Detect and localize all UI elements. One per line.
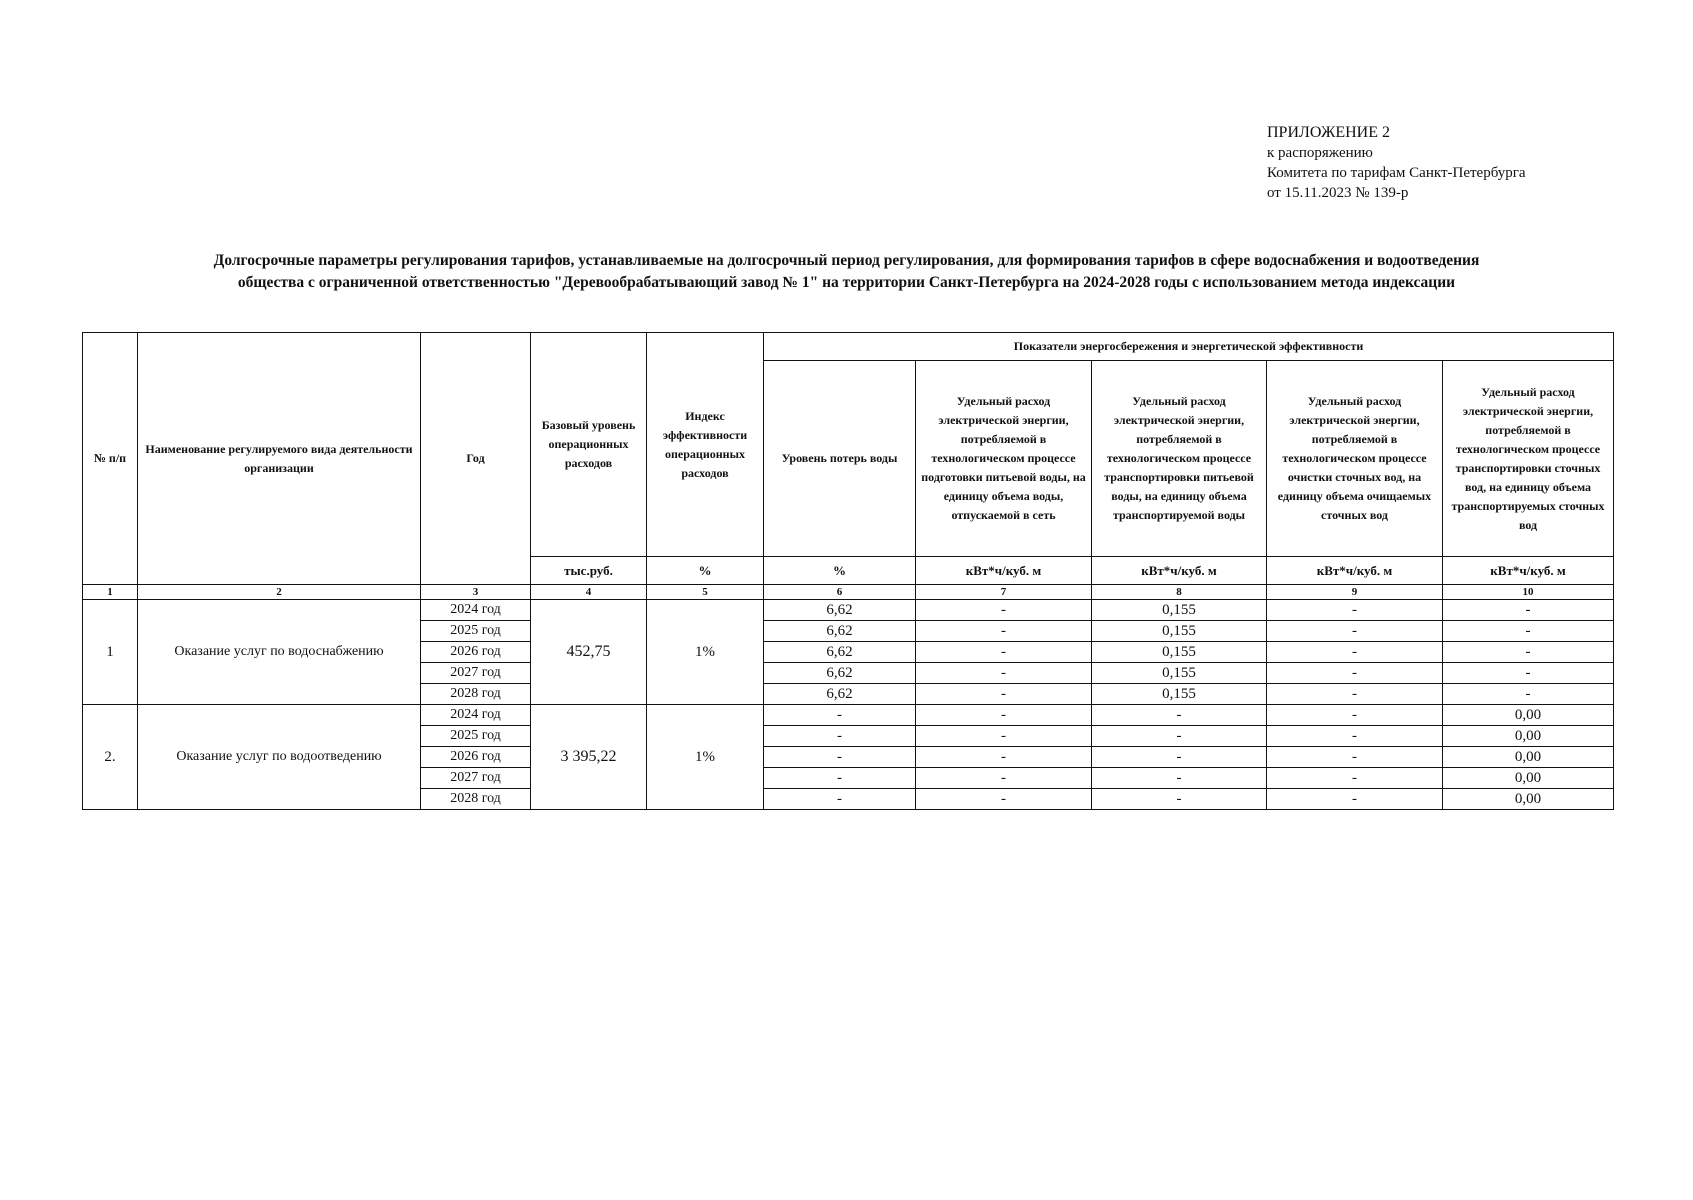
row-number: 2. bbox=[83, 705, 138, 810]
col7-value: - bbox=[916, 600, 1092, 621]
col-number: 10 bbox=[1443, 585, 1614, 600]
unit-index: % bbox=[647, 557, 764, 585]
base-level-value: 3 395,22 bbox=[531, 705, 647, 810]
col8-value: 0,155 bbox=[1092, 600, 1267, 621]
appendix-block bbox=[1267, 123, 1526, 203]
table-row bbox=[83, 600, 1614, 621]
col8-value: - bbox=[1092, 789, 1267, 810]
col8-value: - bbox=[1092, 705, 1267, 726]
losses-value: 6,62 bbox=[764, 684, 916, 705]
col9-value: - bbox=[1267, 663, 1443, 684]
col10-value: 0,00 bbox=[1443, 705, 1614, 726]
losses-value: - bbox=[764, 726, 916, 747]
table-row bbox=[83, 705, 1614, 726]
year-cell: 2025 год bbox=[421, 621, 531, 642]
efficiency-index-value: 1% bbox=[647, 705, 764, 810]
year-cell: 2028 год bbox=[421, 684, 531, 705]
header-efficiency-index: Индекс эффективности операционных расходов bbox=[647, 333, 764, 557]
col10-value: - bbox=[1443, 642, 1614, 663]
col-number: 1 bbox=[83, 585, 138, 600]
unit-base: тыс.руб. bbox=[531, 557, 647, 585]
header-col9: Удельный расход электрической энергии, потребляемой в технологическом процессе очистки сточных вод, на единицу объема очищаемых сточных вод bbox=[1267, 361, 1443, 557]
col8-value: 0,155 bbox=[1092, 642, 1267, 663]
unit-col9: кВт*ч/куб. м bbox=[1267, 557, 1443, 585]
losses-value: - bbox=[764, 705, 916, 726]
header-base-level: Базовый уровень операционных расходов bbox=[531, 333, 647, 557]
header-col8: Удельный расход электрической энергии, потребляемой в технологическом процессе транспортировки питьевой воды, на единицу объема транспортируемой воды bbox=[1092, 361, 1267, 557]
losses-value: 6,62 bbox=[764, 663, 916, 684]
losses-value: - bbox=[764, 789, 916, 810]
activity-name: Оказание услуг по водоснабжению bbox=[138, 600, 421, 705]
row-number: 1 bbox=[83, 600, 138, 705]
header-col10: Удельный расход электрической энергии, потребляемой в технологическом процессе транспортировки сточных вод, на единицу объема транспортируемых сточных вод bbox=[1443, 361, 1614, 557]
header-year: Год bbox=[421, 333, 531, 585]
losses-value: - bbox=[764, 747, 916, 768]
col-number: 9 bbox=[1267, 585, 1443, 600]
appendix-committee: Комитета по тарифам Санкт-Петербурга bbox=[1267, 165, 1526, 181]
col8-value: 0,155 bbox=[1092, 621, 1267, 642]
col-number: 8 bbox=[1092, 585, 1267, 600]
col7-value: - bbox=[916, 789, 1092, 810]
header-activity: Наименование регулируемого вида деятельности организации bbox=[138, 333, 421, 585]
col9-value: - bbox=[1267, 726, 1443, 747]
year-cell: 2028 год bbox=[421, 789, 531, 810]
title-line-1: Долгосрочные параметры регулирования тарифов, устанавливаемые на долгосрочный период регулирования, для формирования тарифов в сфере водоснабжения и водоотведения bbox=[213, 252, 1480, 269]
col8-value: 0,155 bbox=[1092, 684, 1267, 705]
header-col7: Удельный расход электрической энергии, потребляемой в технологическом процессе подготовки питьевой воды, на единицу объема воды, отпускаемой в сеть bbox=[916, 361, 1092, 557]
col9-value: - bbox=[1267, 684, 1443, 705]
appendix-to-order: к распоряжению bbox=[1267, 145, 1373, 161]
unit-col8: кВт*ч/куб. м bbox=[1092, 557, 1267, 585]
col10-value: 0,00 bbox=[1443, 747, 1614, 768]
col8-value: - bbox=[1092, 747, 1267, 768]
col9-value: - bbox=[1267, 789, 1443, 810]
col8-value: - bbox=[1092, 768, 1267, 789]
unit-losses: % bbox=[764, 557, 916, 585]
header-water-losses: Уровень потерь воды bbox=[764, 361, 916, 557]
col-number: 2 bbox=[138, 585, 421, 600]
year-cell: 2027 год bbox=[421, 768, 531, 789]
col10-value: - bbox=[1443, 663, 1614, 684]
col10-value: - bbox=[1443, 621, 1614, 642]
losses-value: 6,62 bbox=[764, 600, 916, 621]
col-number: 6 bbox=[764, 585, 916, 600]
year-cell: 2026 год bbox=[421, 747, 531, 768]
col10-value: 0,00 bbox=[1443, 726, 1614, 747]
col9-value: - bbox=[1267, 600, 1443, 621]
year-cell: 2024 год bbox=[421, 705, 531, 726]
efficiency-index-value: 1% bbox=[647, 600, 764, 705]
losses-value: 6,62 bbox=[764, 642, 916, 663]
col10-value: 0,00 bbox=[1443, 768, 1614, 789]
year-cell: 2024 год bbox=[421, 600, 531, 621]
col-number: 7 bbox=[916, 585, 1092, 600]
title-line-2: общества с ограниченной ответственностью "Деревообрабатывающий завод № 1" на территории Санкт-Петербурга на 2024-2028 годы с использованием метода индексации bbox=[237, 274, 1456, 291]
col10-value: - bbox=[1443, 600, 1614, 621]
base-level-value: 452,75 bbox=[531, 600, 647, 705]
col7-value: - bbox=[916, 663, 1092, 684]
losses-value: 6,62 bbox=[764, 621, 916, 642]
col9-value: - bbox=[1267, 642, 1443, 663]
year-cell: 2025 год bbox=[421, 726, 531, 747]
col9-value: - bbox=[1267, 768, 1443, 789]
col7-value: - bbox=[916, 684, 1092, 705]
losses-value: - bbox=[764, 768, 916, 789]
col8-value: - bbox=[1092, 726, 1267, 747]
header-num: № п/п bbox=[83, 333, 138, 585]
unit-col7: кВт*ч/куб. м bbox=[916, 557, 1092, 585]
col7-value: - bbox=[916, 768, 1092, 789]
year-cell: 2027 год bbox=[421, 663, 531, 684]
parameters-table bbox=[82, 332, 1614, 810]
activity-name: Оказание услуг по водоотведению bbox=[138, 705, 421, 810]
col7-value: - bbox=[916, 642, 1092, 663]
col8-value: 0,155 bbox=[1092, 663, 1267, 684]
col-number: 5 bbox=[647, 585, 764, 600]
col-number: 3 bbox=[421, 585, 531, 600]
col10-value: - bbox=[1443, 684, 1614, 705]
col9-value: - bbox=[1267, 621, 1443, 642]
appendix-date-number: от 15.11.2023 № 139-р bbox=[1267, 185, 1409, 201]
year-cell: 2026 год bbox=[421, 642, 531, 663]
unit-col10: кВт*ч/куб. м bbox=[1443, 557, 1614, 585]
appendix-label: ПРИЛОЖЕНИЕ 2 bbox=[1267, 124, 1391, 141]
col9-value: - bbox=[1267, 747, 1443, 768]
col10-value: 0,00 bbox=[1443, 789, 1614, 810]
document-title bbox=[84, 250, 1609, 294]
col7-value: - bbox=[916, 621, 1092, 642]
col7-value: - bbox=[916, 747, 1092, 768]
col-number: 4 bbox=[531, 585, 647, 600]
col7-value: - bbox=[916, 726, 1092, 747]
header-energy-group: Показатели энергосбережения и энергетической эффективности bbox=[764, 333, 1614, 361]
col9-value: - bbox=[1267, 705, 1443, 726]
col7-value: - bbox=[916, 705, 1092, 726]
